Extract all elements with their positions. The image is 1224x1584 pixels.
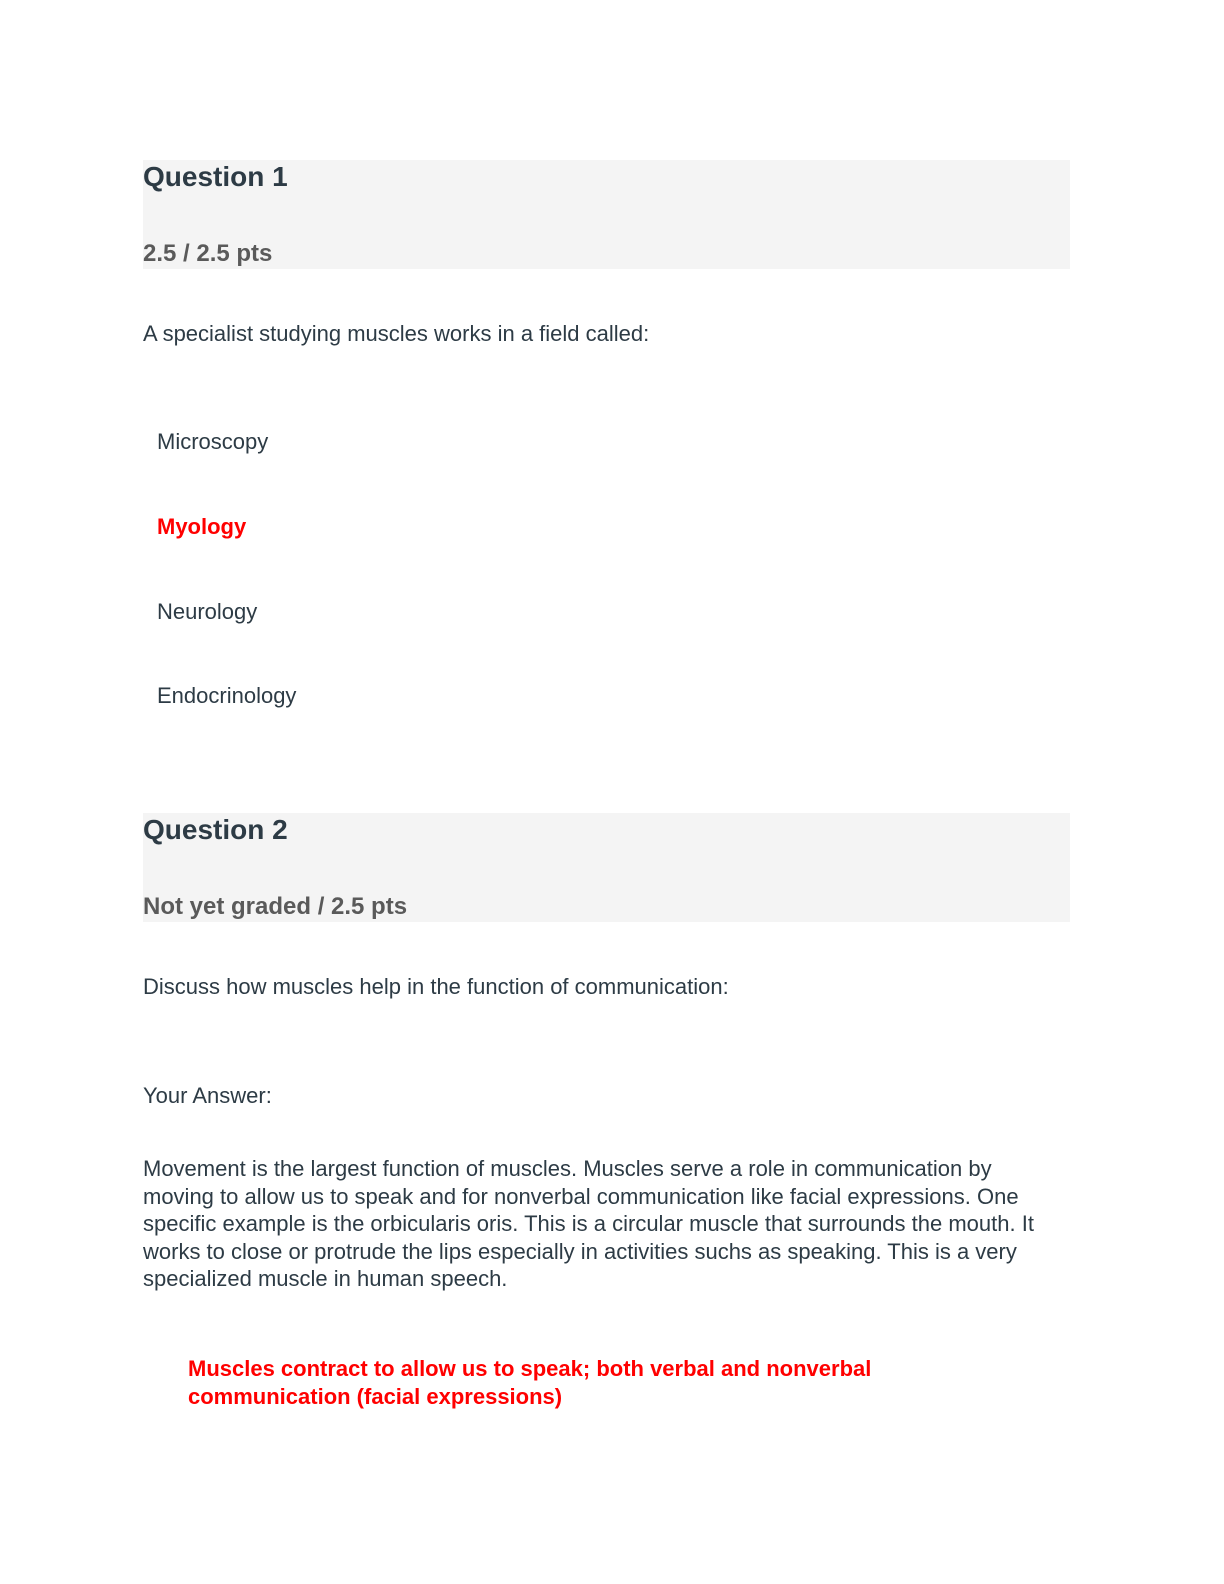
your-answer-label: Your Answer:	[143, 1083, 272, 1108]
student-answer-text: Movement is the largest function of muscles. Muscles serve a role in communication by moving to allow us to speak and for nonverbal communication like facial expressions. One specific example is the orbicularis oris. This is a circular muscle that surrounds the mouth. It works to close or protrude the lips especially in activities suchs as speaking. This is a very specialized muscle in human speech.	[143, 1156, 1034, 1291]
answer-option-neurology: Neurology	[157, 599, 258, 624]
answer-option-endocrinology: Endocrinology	[157, 683, 297, 708]
question-1-points: 2.5 / 2.5 pts	[143, 240, 273, 267]
grader-feedback: Muscles contract to allow us to speak; both verbal and nonverbal communication (facial expressions)	[188, 1356, 872, 1409]
answer-option-myology-correct: Myology	[157, 514, 247, 539]
question-1-title: Question 1	[143, 161, 288, 192]
answer-option-microscopy: Microscopy	[157, 429, 269, 454]
question-2-prompt: Discuss how muscles help in the function of communication:	[143, 974, 729, 999]
question-1-prompt: A specialist studying muscles works in a field called:	[143, 321, 650, 346]
question-2-points: Not yet graded / 2.5 pts	[143, 893, 408, 920]
question-2-title: Question 2	[143, 814, 288, 845]
